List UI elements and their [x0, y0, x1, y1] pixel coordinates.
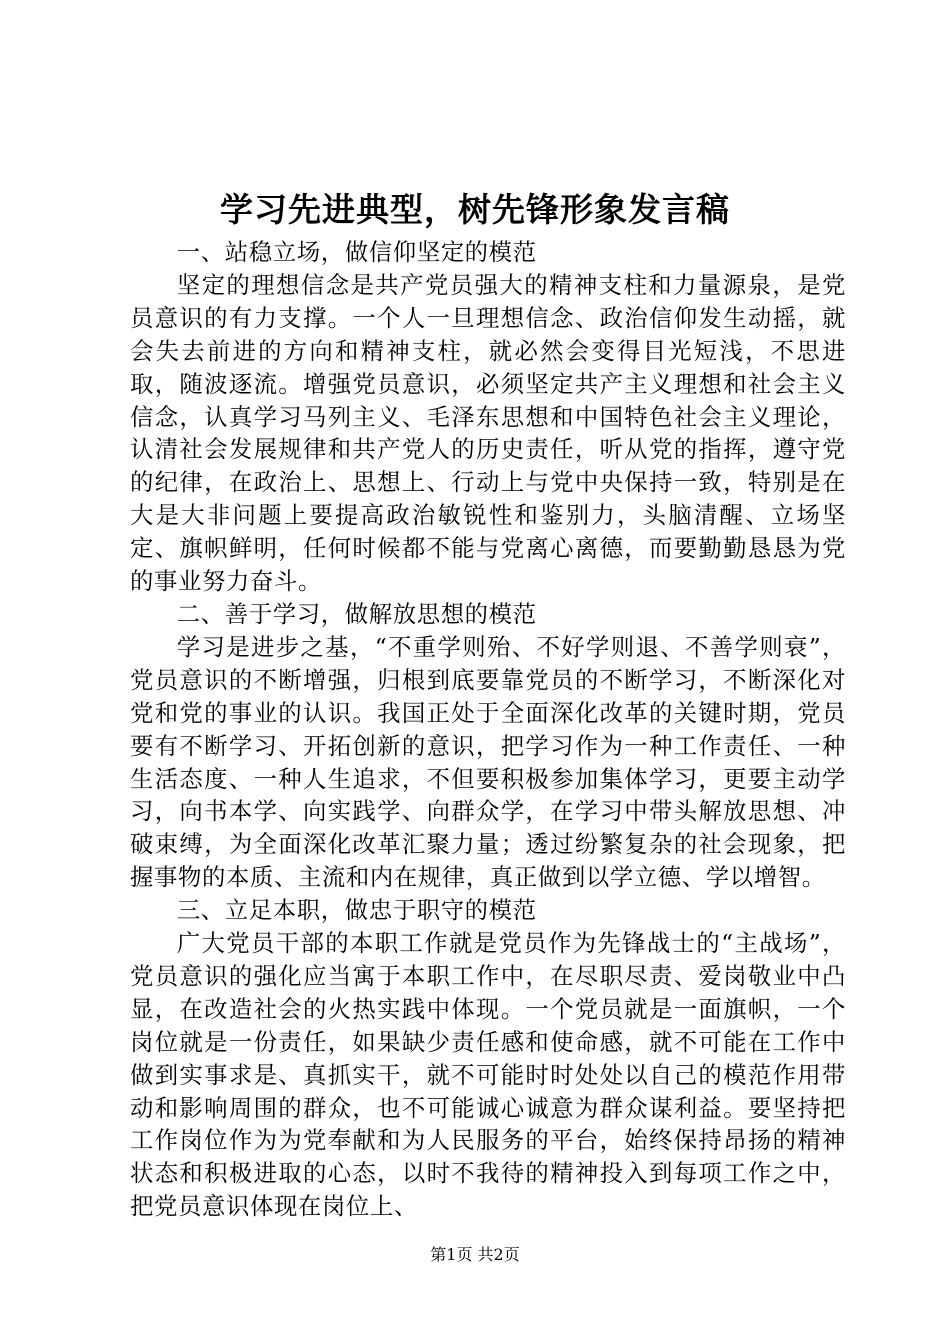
document-body: [130, 236, 846, 1223]
body-paragraph-1: 坚定的理想信念是共产党员强大的精神支柱和力量源泉，是党员意识的有力支撑。一个人一旦理想信念、政治信仰发生动摇，就会失去前进的方向和精神支柱，就必然会变得目光短浅，不思进取，随波逐流。增强党员意识，必须坚定共产主义理想和社会主义信念，认真学习马列主义、毛泽东思想和中国特色社会主义理论，认清社会发展规律和共产党人的历史责任，听从党的指挥，遵守党的纪律，在政治上、思想上、行动上与党中央保持一致，特别是在大是大非问题上要提高政治敏锐性和鉴别力，头脑清醒、立场坚定、旗帜鲜明，任何时候都不能与党离心离德，而要勤勤恳恳为党的事业努力奋斗。: [130, 270, 846, 596]
document-title: 学习先进典型，树先锋形象发言稿: [220, 190, 730, 229]
page-footer: 第1页 共2页: [430, 1245, 520, 1264]
body-paragraph-3: 广大党员干部的本职工作就是党员作为先锋战士的“主战场”，党员意识的强化应当寓于本职工作中，在尽职尽责、爱岗敬业中凸显，在改造社会的火热实践中体现。一个党员就是一面旗帜，一个岗位就是一份责任，如果缺少责任感和使命感，就不可能在工作中做到实事求是、真抓实干，就不可能时时处处以自己的模范作用带动和影响周围的群众，也不可能诚心诚意为群众谋利益。要坚持把工作岗位作为为党奉献和为人民服务的平台，始终保持昂扬的精神状态和积极进取的心态，以时不我待的精神投入到每项工作之中，把党员意识体现在岗位上、: [130, 929, 846, 1221]
body-paragraph-2: 学习是进步之基，“不重学则殆、不好学则退、不善学则衰”，党员意识的不断增强，归根到底要靠党员的不断学习，不断深化对党和党的事业的认识。我国正处于全面深化改革的关键时期，党员要有不断学习、开拓创新的意识，把学习作为一种工作责任、一种生活态度、一种人生追求，不但要积极参加集体学习，更要主动学习，向书本学、向实践学、向群众学，在学习中带头解放思想、冲破束缚，为全面深化改革汇聚力量；透过纷繁复杂的社会现象，把握事物的本质、主流和内在规律，真正做到以学立德、学以增智。: [130, 632, 846, 892]
section-heading-3: 三、立足本职，做忠于职守的模范: [176, 896, 537, 925]
section-heading-1: 一、站稳立场，做信仰坚定的模范: [176, 238, 537, 266]
section-heading-2: 二、善于学习，做解放思想的模范: [176, 599, 537, 628]
